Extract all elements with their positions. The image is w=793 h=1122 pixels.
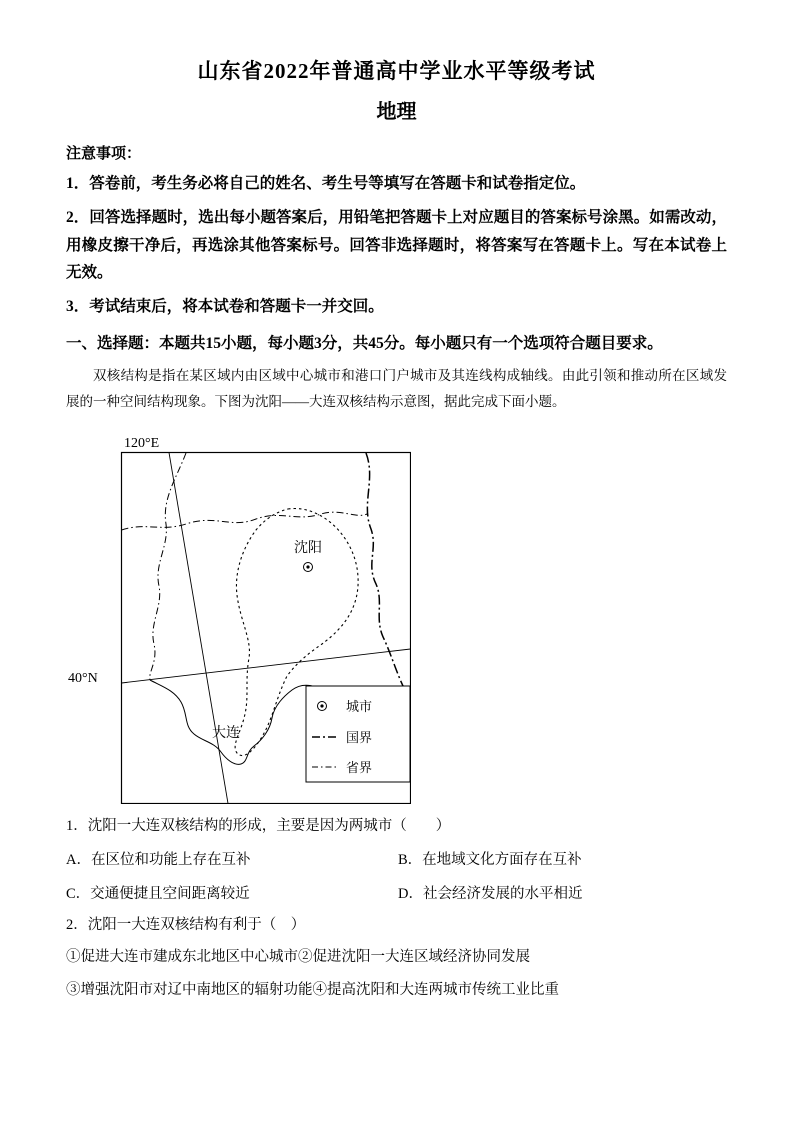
question-2-statements-2: ③增强沈阳市对辽中南地区的辐射功能④提高沈阳和大连两城市传统工业比重 — [66, 982, 559, 999]
question-1-option-d: D．社会经济发展的水平相近 — [398, 885, 583, 902]
question-1-stem: 1．沈阳一大连双核结构的形成，主要是因为两城市（ ） — [66, 817, 451, 834]
dual-core-map — [66, 434, 411, 804]
question-1-option-b: B．在地域文化方面存在互补 — [398, 851, 582, 868]
question-1-options — [66, 848, 727, 903]
legend-label-city: 城市 — [346, 698, 373, 714]
notice-item-3: 3．考试结束后，将本试卷和答题卡一并交回。 — [66, 297, 384, 315]
question-2-statements-1: ①促进大连市建成东北地区中心城市②促进沈阳一大连区域经济协同发展 — [66, 949, 530, 966]
map-legend — [306, 686, 410, 782]
notice-item-2: 2．回答选择题时，选出每小题答案后，用铅笔把答题卡上对应题目的答案标号涂黑。如需改动，用橡皮擦干净后，再选涂其他答案标号。回答非选择题时，将答案写在答题卡上。写在本试卷上无效。 — [66, 209, 727, 281]
legend-label-national-border: 国界 — [346, 729, 373, 745]
question-2-stem: 2．沈阳一大连双核结构有利于（ ） — [66, 916, 306, 933]
province-border-line-north — [122, 512, 368, 530]
legend-label-province-border: 省界 — [346, 759, 373, 775]
question-1-option-c: C．交通便捷且空间距离较近 — [66, 885, 250, 902]
parallel-line — [122, 649, 411, 683]
meridian-line — [169, 452, 228, 803]
section-one-intro: 双核结构是指在某区域内由区域中心城市和港口门户城市及其连线构成轴线。由此引领和推动所在区域发展的一种空间结构现象。下图为沈阳——大连双核结构示意图，据此完成下面小题。 — [66, 368, 727, 410]
city-symbol-shenyang — [304, 562, 313, 571]
city-label-dalian: 大连 — [212, 725, 240, 741]
notice-item-1: 1．答卷前，考生务必将自己的姓名、考生号等填写在答题卡和试卷指定位。 — [66, 175, 586, 193]
city-label-shenyang: 沈阳 — [294, 540, 322, 556]
province-border-line-west — [150, 453, 186, 680]
notice-heading: 注意事项： — [66, 146, 142, 163]
map-figure — [66, 434, 727, 804]
subject-title: 地理 — [376, 101, 417, 124]
national-border-line — [366, 453, 404, 688]
longitude-label: 120°E — [124, 435, 160, 451]
section-one-heading: 一、选择题：本题共15小题，每小题3分，共45分。每小题只有一个选项符合题目要求。 — [66, 334, 663, 352]
question-1-option-a: A．在区位和功能上存在互补 — [66, 851, 251, 868]
page-title: 山东省2022年普通高中学业水平等级考试 — [197, 59, 596, 83]
latitude-label: 40°N — [68, 670, 98, 686]
